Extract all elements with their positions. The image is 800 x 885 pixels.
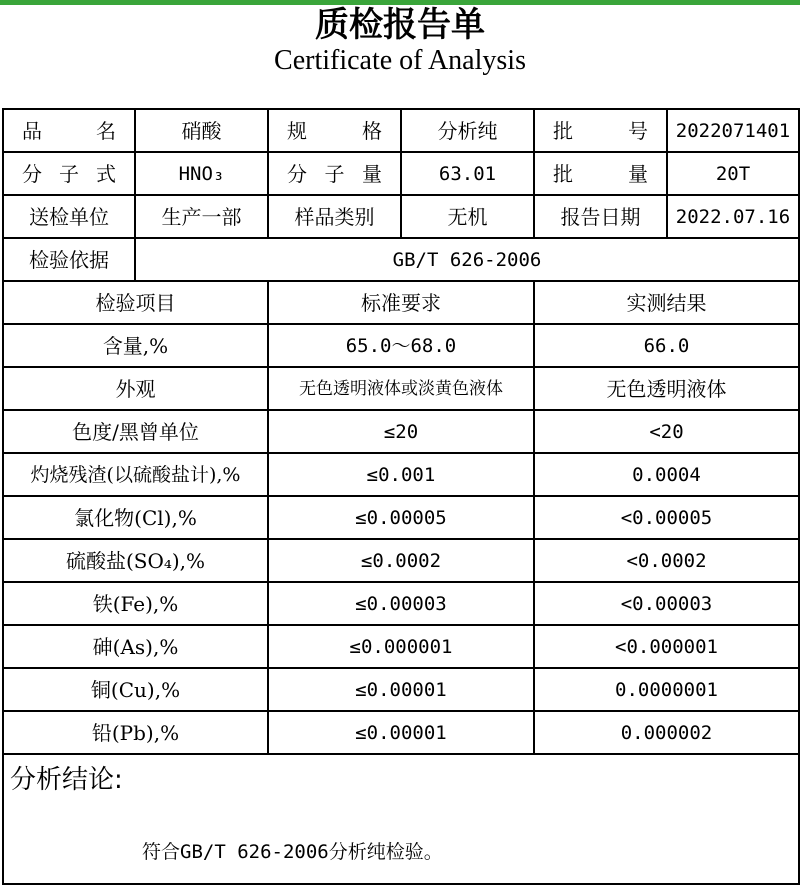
product-name-value: 硝酸 bbox=[135, 109, 268, 152]
standard-cell: ≤0.00005 bbox=[268, 496, 534, 539]
header-result: 实测结果 bbox=[534, 281, 799, 324]
table-row bbox=[3, 410, 799, 453]
standard-cell: ≤0.00001 bbox=[268, 711, 534, 754]
item-cell: 铅(Pb),% bbox=[3, 711, 268, 754]
product-name-label: 品 名 bbox=[3, 109, 135, 152]
standard-cell: 无色透明液体或淡黄色液体 bbox=[268, 367, 534, 410]
result-cell: <0.000001 bbox=[534, 625, 799, 668]
result-cell: 0.0004 bbox=[534, 453, 799, 496]
basis-label: 检验依据 bbox=[3, 238, 135, 281]
standard-cell: ≤0.00001 bbox=[268, 668, 534, 711]
item-cell: 铁(Fe),% bbox=[3, 582, 268, 625]
result-cell: <0.00005 bbox=[534, 496, 799, 539]
info-row-1 bbox=[3, 109, 799, 152]
table-row bbox=[3, 367, 799, 410]
table-row bbox=[3, 668, 799, 711]
table-row bbox=[3, 625, 799, 668]
item-cell: 外观 bbox=[3, 367, 268, 410]
table-row bbox=[3, 453, 799, 496]
report-date-label: 报告日期 bbox=[534, 195, 667, 238]
spec-value: 分析纯 bbox=[401, 109, 534, 152]
header-item: 检验项目 bbox=[3, 281, 268, 324]
batch-qty-value: 20T bbox=[667, 152, 799, 195]
batch-no-value: 2022071401 bbox=[667, 109, 799, 152]
result-cell: <0.0002 bbox=[534, 539, 799, 582]
result-cell: 66.0 bbox=[534, 324, 799, 367]
item-cell: 灼烧残渣(以硫酸盐计),% bbox=[3, 453, 268, 496]
page-subtitle: Certificate of Analysis bbox=[274, 45, 526, 76]
conclusion-text: 符合GB/T 626-2006分析纯检验。 bbox=[142, 841, 443, 863]
standard-cell: ≤0.0002 bbox=[268, 539, 534, 582]
item-cell: 铜(Cu),% bbox=[3, 668, 268, 711]
spec-label: 规 格 bbox=[268, 109, 401, 152]
conclusion-row bbox=[3, 754, 799, 884]
standard-cell: 65.0～68.0 bbox=[268, 324, 534, 367]
basis-value: GB/T 626-2006 bbox=[135, 238, 799, 281]
result-cell: <0.00003 bbox=[534, 582, 799, 625]
category-value: 无机 bbox=[401, 195, 534, 238]
info-row-3 bbox=[3, 195, 799, 238]
table-row bbox=[3, 539, 799, 582]
table-row bbox=[3, 324, 799, 367]
table-row bbox=[3, 582, 799, 625]
conclusion-cell bbox=[3, 754, 799, 884]
result-cell: 0.0000001 bbox=[534, 668, 799, 711]
standard-cell: ≤0.00003 bbox=[268, 582, 534, 625]
result-cell: 0.000002 bbox=[534, 711, 799, 754]
results-header-row bbox=[3, 281, 799, 324]
batch-qty-label: 批 量 bbox=[534, 152, 667, 195]
standard-cell: ≤0.000001 bbox=[268, 625, 534, 668]
info-row-basis bbox=[3, 238, 799, 281]
formula-label: 分 子 式 bbox=[3, 152, 135, 195]
item-cell: 含量,% bbox=[3, 324, 268, 367]
header-standard: 标准要求 bbox=[268, 281, 534, 324]
mol-weight-value: 63.01 bbox=[401, 152, 534, 195]
item-cell: 砷(As),% bbox=[3, 625, 268, 668]
result-cell: 无色透明液体 bbox=[534, 367, 799, 410]
dept-value: 生产一部 bbox=[135, 195, 268, 238]
certificate-table bbox=[2, 108, 800, 885]
formula-value: HNO₃ bbox=[135, 152, 268, 195]
table-row bbox=[3, 711, 799, 754]
item-cell: 硫酸盐(SO₄),% bbox=[3, 539, 268, 582]
item-cell: 色度/黑曾单位 bbox=[3, 410, 268, 453]
conclusion-title: 分析结论: bbox=[10, 765, 123, 795]
category-label: 样品类别 bbox=[268, 195, 401, 238]
result-cell: <20 bbox=[534, 410, 799, 453]
item-cell: 氯化物(Cl),% bbox=[3, 496, 268, 539]
report-date-value: 2022.07.16 bbox=[667, 195, 799, 238]
mol-weight-label: 分 子 量 bbox=[268, 152, 401, 195]
standard-cell: ≤0.001 bbox=[268, 453, 534, 496]
standard-cell: ≤20 bbox=[268, 410, 534, 453]
table-row bbox=[3, 496, 799, 539]
batch-no-label: 批 号 bbox=[534, 109, 667, 152]
dept-label: 送检单位 bbox=[3, 195, 135, 238]
page-title: 质检报告单 bbox=[315, 5, 485, 45]
info-row-2 bbox=[3, 152, 799, 195]
